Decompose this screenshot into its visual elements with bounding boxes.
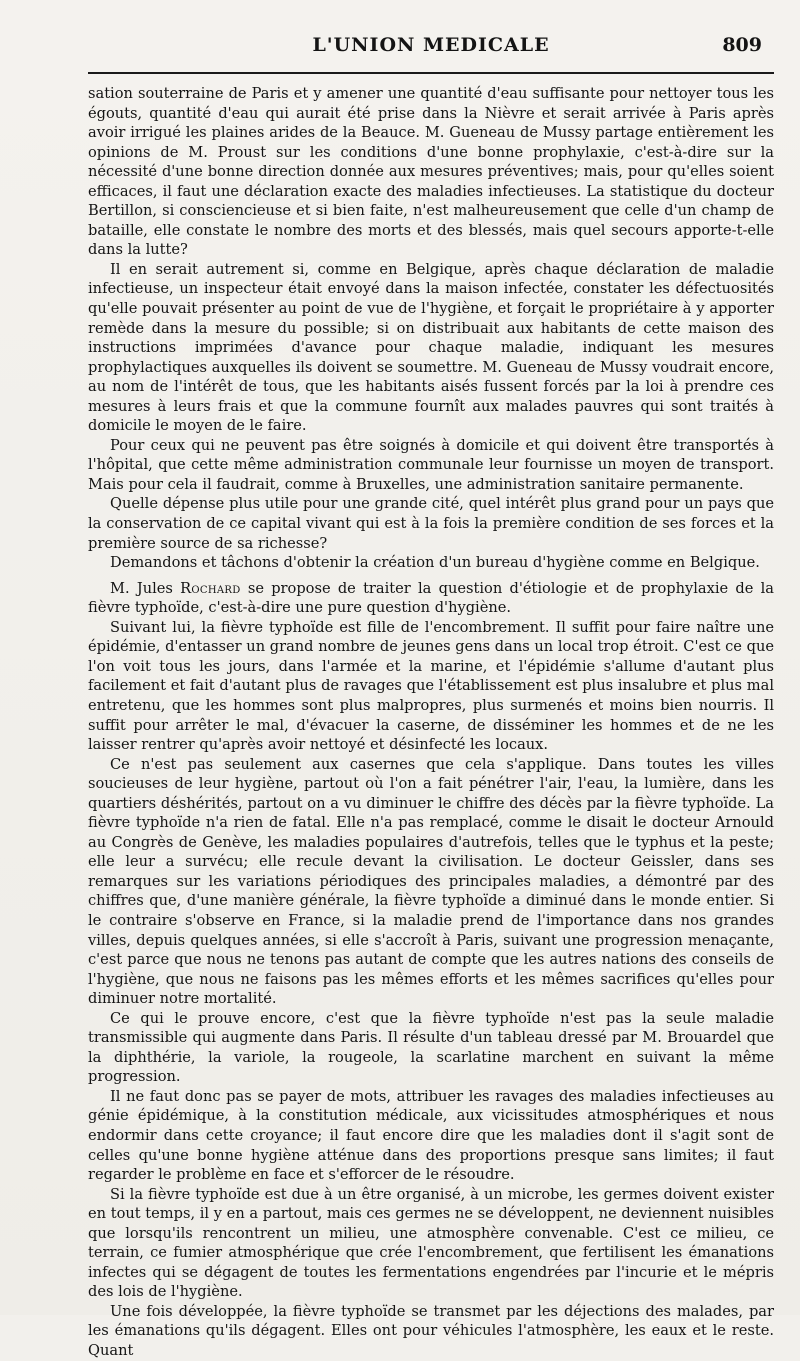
- paragraph: Quelle dépense plus utile pour une grande cité, quel intérêt plus grand pour un pays que la conservation de ce capital vivant qui est à la fois la première condition de ses forces et la première source de sa richesse?: [88, 495, 774, 552]
- paragraph: sation souterraine de Paris et y amener une quantité d'eau suffisante pour nettoyer tous les égouts, quantité d'eau qui aurait été prise dans la Nièvre et serait arrivée à Paris après avoir irrigué les plaines arides de la Beauce. M. Gueneau de Mussy partage entièrement les opinions de M. Proust sur les conditions d'une bonne prophylaxie, c'est-à-dire sur la nécessité d'une bonne direction donnée aux mesures préventives; mais, pour qu'elles soient efficaces, il faut une déclaration exacte des maladies infectieuses. La statistique du docteur Bertillon, si consciencieuse et si bien faite, n'est malheureusement que celle d'un champ de bataille, elle constate le nombre des morts et des blessés, mais quel secours apporte-t-elle dans la lutte?: [88, 85, 774, 259]
- speaker-name: Rochard: [180, 579, 241, 597]
- header-rule: [88, 72, 774, 74]
- article-body: [88, 84, 774, 1361]
- paragraph: Si la fièvre typhoïde est due à un être organisé, à un microbe, les germes doivent exister en tout temps, il y en a partout, mais ces germes ne se développent, ne deviennent nuisibles que lorsqu'ils rencontrent un milieu, une atmosphère convenable. C'est ce milieu, ce terrain, ce fumier atmosphérique que crée l'encombrement, que fertilisent les émanations infectes qui se dégagent de toutes les fermentations engendrées par l'incurie et le mépris des lois de l'hygiène.: [88, 1185, 774, 1301]
- paragraph: Une fois développée, la fièvre typhoïde se transmet par les déjections des malades, par les émanations qu'ils dégagent. Elles ont pour véhicules l'atmosphère, les eaux et le reste. Quant: [88, 1302, 774, 1359]
- paragraph: Demandons et tâchons d'obtenir la création d'un bureau d'hygiène comme en Belgique.: [110, 554, 760, 572]
- paragraph: Pour ceux qui ne peuvent pas être soignés à domicile et qui doivent être transportés à l'hôpital, que cette même administration communale leur fournisse un moyen de transport. Mais pour cela il faudrait, comme à Bruxelles, une administration sanitaire permanente.: [88, 436, 774, 493]
- page-number: 809: [722, 34, 762, 56]
- paragraph: Ce n'est pas seulement aux casernes que cela s'applique. Dans toutes les villes soucieuses de leur hygiène, partout où l'on a fait pénétrer l'air, l'eau, la lumière, dans les quartiers déshérités, partout on a vu diminuer le chiffre des décès par la fièvre typhoïde. La fièvre typhoïde n'a rien de fatal. Elle n'a pas remplacé, comme le disait le docteur Arnould au Congrès de Genève, les maladies populaires d'autrefois, telles que le typhus et la peste; elle leur a survécu; elle recule devant la civilisation. Le docteur Geissler, dans ses remarques sur les variations périodiques des principales maladies, a démontré par des chiffres que, d'une manière générale, la fièvre typhoïde a diminué dans le monde entier. Si le contraire s'observe en France, si la maladie prend de l'importance dans nos grandes villes, depuis quelques années, si elle s'accroît à Paris, suivant une progression menaçante, c'est parce que nous ne tenons pas autant de compte que les autres nations des conseils de l'hygiène, que nous ne faisons pas les mêmes efforts et les mêmes sacrifices qu'elles pour diminuer notre mortalité.: [88, 755, 774, 1008]
- page-header: [88, 30, 774, 64]
- speaker-prefix: M. Jules: [110, 579, 181, 597]
- paragraph-rochard: [88, 579, 774, 618]
- paragraph: Il ne faut donc pas se payer de mots, attribuer les ravages des maladies infectieuses au génie épidémique, à la constitution médicale, aux vicissitudes atmosphériques et nous endormir dans cette croyance; il faut encore dire que les maladies dont il s'agit sont de celles qu'une bonne hygiène atténue dans des proportions presque sans limites; il faut regarder le problème en face et s'efforcer de le résoudre.: [88, 1087, 774, 1184]
- running-title: L'UNION MEDICALE: [312, 34, 550, 56]
- paragraph-text: se propose de traiter la question d'étiologie et de prophylaxie de la fièvre typhoïde, c'est-à-dire une pure question d'hygiène.: [88, 579, 774, 617]
- paragraph: Il en serait autrement si, comme en Belgique, après chaque déclaration de maladie infectieuse, un inspecteur était envoyé dans la maison infectée, constater les défectuosités qu'elle pouvait présenter au point de vue de l'hygiène, et forçait le propriétaire à y apporter remède dans la mesure du possible; si on distribuait aux habitants de cette maison des instructions imprimées d'avance pour chaque maladie, indiquant les mesures prophylactiques auxquelles ils doivent se soumettre. M. Gueneau de Mussy voudrait encore, au nom de l'intérêt de tous, que les habitants aisés fussent forcés par la loi à prendre ces mesures à leurs frais et que la commune fournît aux malades pauvres qui sont traités à domicile le moyen de le faire.: [88, 260, 774, 435]
- paragraph: Suivant lui, la fièvre typhoïde est fille de l'encombrement. Il suffit pour faire naître une épidémie, d'entasser un grand nombre de jeunes gens dans un local trop étroit. C'est ce que l'on voit tous les jours, dans l'armée et la marine, et l'épidémie s'allume d'autant plus facilement et fait d'autant plus de ravages que l'établissement est plus insalubre et plus mal entretenu, que les hommes sont plus malpropres, plus surmenés et moins bien nourris. Il suffit pour arrêter le mal, d'évacuer la caserne, de disséminer les hommes et de ne les laisser rentrer qu'après avoir nettoyé et désinfecté les locaux.: [88, 618, 774, 754]
- paragraph: Ce qui le prouve encore, c'est que la fièvre typhoïde n'est pas la seule maladie transmissible qui augmente dans Paris. Il résulte d'un tableau dressé par M. Brouardel que la diphthérie, la variole, la rougeole, la scarlatine marchent en suivant la même progression.: [88, 1009, 774, 1086]
